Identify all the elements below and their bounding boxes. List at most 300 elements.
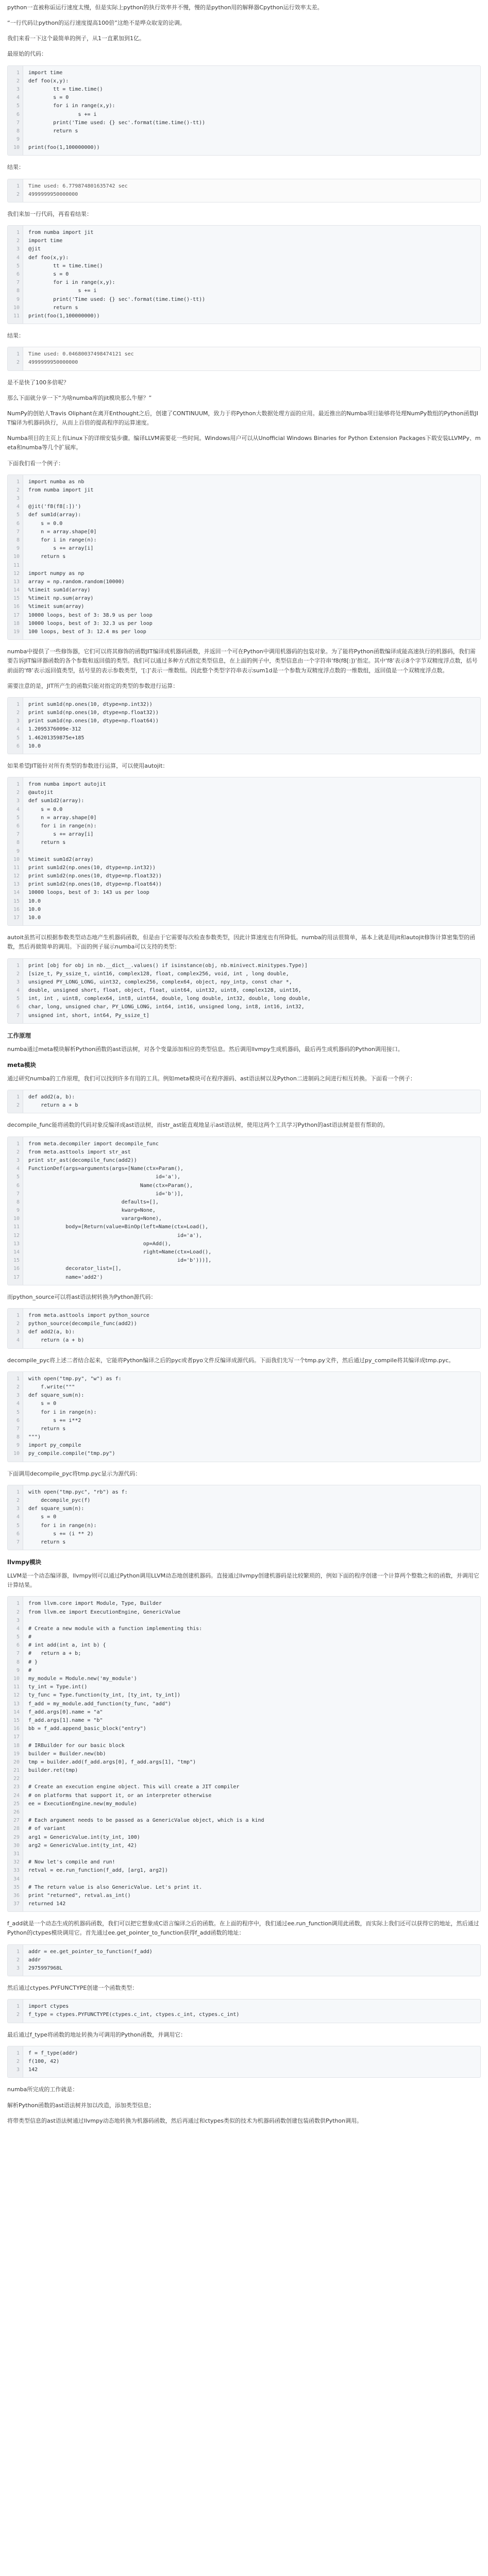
line-number: 2 — [16, 1957, 20, 1963]
code-text — [23, 66, 480, 156]
code-line: f = f_type(addr) — [28, 2050, 78, 2056]
paragraph: 下面我们看一个例子： — [7, 460, 64, 467]
code-block — [7, 697, 481, 754]
code-line: s = 0.0 — [28, 806, 63, 812]
code-line: for i in range(x,y): — [28, 103, 115, 109]
code-line — [28, 1850, 475, 1858]
line-number: 14 — [13, 890, 20, 896]
code-line: %timeit sum1d2(array) — [28, 856, 94, 862]
code-line: print "returned", retval.as_int() — [28, 1892, 131, 1899]
paragraph: numba所完成的工作就是： — [7, 2086, 78, 2093]
code-line: s = 0 — [28, 1514, 57, 1520]
code-line: from numba import autojit — [28, 782, 106, 788]
line-number: 2 — [16, 1384, 20, 1390]
code-block — [7, 1137, 481, 1285]
code-line: defaults=[], — [28, 1199, 159, 1205]
paragraph: 那么下面就分享一下“为啥numba库的jit模块那么牛掰？” — [7, 394, 152, 401]
line-number: 5 — [16, 263, 20, 269]
line-number: 2 — [16, 1609, 20, 1615]
line-number: 15 — [13, 1717, 20, 1723]
line-number: 8 — [16, 840, 20, 846]
line-number: 4 — [16, 1166, 20, 1172]
code-line: 1.2095376009e-312 — [28, 726, 81, 733]
line-number: 21 — [13, 1768, 20, 1774]
line-number: 18 — [13, 620, 20, 626]
code-text — [23, 179, 480, 202]
line-numbers — [8, 475, 23, 640]
line-number: 7 — [16, 1426, 20, 1432]
code-block — [7, 65, 481, 156]
paragraph: python一直被称诟运行速度太慢，但是实际上python的执行效率并不慢，慢的是python用的解释器Cpython运行效率太差。 — [7, 4, 323, 11]
code-line: print sum1d2(np.ones(10, dtype=np.float32)) — [28, 873, 162, 879]
line-number: 3 — [16, 1617, 20, 1623]
output-block — [7, 179, 481, 202]
code-block — [7, 474, 481, 640]
line-number: 16 — [13, 906, 20, 912]
code-line: id='a'), — [28, 1232, 203, 1239]
line-number: 1 — [16, 2004, 20, 2010]
code-line: s += i — [28, 111, 97, 117]
line-numbers — [8, 2046, 23, 2078]
code-line: return (a + b) — [28, 1337, 85, 1344]
code-line: import numpy as np — [28, 570, 85, 577]
paragraph: 需要注意的是，JIT所产生的函数只能对指定的类型的参数进行运算： — [7, 682, 179, 689]
code-line: 2975997968L — [28, 1965, 63, 1971]
code-line: def foo(x,y): — [28, 255, 69, 261]
code-line: # Now let's compile and run! — [28, 1859, 115, 1866]
code-line: f_add.args[1].name = "b" — [28, 1717, 103, 1723]
code-line: Name(ctx=Param(), — [28, 1182, 193, 1189]
line-number: 2 — [16, 360, 20, 366]
line-number: 10 — [13, 304, 20, 311]
line-number: 3 — [16, 798, 20, 804]
line-number: 6 — [16, 111, 20, 117]
line-number: 1 — [16, 1094, 20, 1100]
line-number: 34 — [13, 1876, 20, 1882]
code-line: return s — [28, 554, 66, 560]
paragraph: 最后通过f_type将函数的地址转换为可调用的Python函数，并调用它： — [7, 2031, 187, 2038]
code-line: 100 loops, best of 3: 12.4 ms per loop — [28, 629, 146, 635]
code-line: print(foo(1,100000000)) — [28, 313, 100, 319]
paragraph: 结果： — [7, 332, 24, 340]
line-number: 16 — [13, 1726, 20, 1732]
code-line: # The return value is also GenericValue. Let's print it. — [28, 1884, 203, 1890]
code-line: # of variant — [28, 1826, 66, 1832]
code-line: decompile_pyc(f) — [28, 1497, 91, 1503]
code-line: return a + b — [28, 1103, 78, 1109]
line-number: 4 — [16, 504, 20, 510]
line-numbers — [8, 347, 23, 370]
code-line: 4999999950000000 — [28, 360, 78, 366]
code-line: 142 — [28, 2067, 38, 2073]
code-text — [23, 226, 480, 324]
code-block — [7, 958, 481, 1024]
code-text — [23, 475, 480, 640]
code-line: return s — [28, 304, 78, 311]
code-line: # int add(int a, int b) { — [28, 1642, 106, 1649]
output-block — [7, 347, 481, 370]
line-number: 1 — [16, 1489, 20, 1495]
paragraph: 我们来加一行代码，再看看结果： — [7, 210, 92, 217]
line-number: 5 — [16, 1522, 20, 1529]
line-number: 24 — [13, 1792, 20, 1799]
line-number: 13 — [13, 579, 20, 585]
code-line: 1.46201359875e+185 — [28, 735, 85, 741]
line-number: 6 — [16, 1531, 20, 1537]
code-line: f_add.args[0].name = "a" — [28, 1709, 103, 1715]
code-line: kwarg=None, — [28, 1208, 156, 1214]
line-number: 19 — [13, 1751, 20, 1757]
code-line: from llvm.core import Module, Type, Builder — [28, 1601, 162, 1607]
line-number: 10 — [13, 856, 20, 862]
line-number: 6 — [16, 272, 20, 278]
code-line — [28, 1733, 475, 1741]
code-line: from meta.asttools import str_ast — [28, 1149, 131, 1155]
code-line: unsigned PY_LONG_LONG, uint32, complex256, complex64, object, npy_intp, const char *, — [28, 979, 292, 985]
paragraph: numba通过meta模块解析Python函数的ast语法树，对各个变量添加相应的类型信息。然后调用llvmpy生成机器码，最后再生成机器码的Python调用接口。 — [7, 1045, 403, 1053]
line-number: 9 — [16, 1208, 20, 1214]
code-line: # — [28, 1634, 32, 1640]
code-line: s += i — [28, 288, 97, 294]
paragraph: 下面调用decompile_pyc将tmp.pyc显示为源代码： — [7, 1470, 141, 1477]
code-line: 10000 loops, best of 3: 143 us per loop — [28, 890, 149, 896]
code-line — [28, 1617, 475, 1625]
line-numbers — [8, 1597, 23, 1911]
line-numbers — [8, 179, 23, 202]
line-number: 3 — [16, 1965, 20, 1971]
code-line: print sum1d(np.ones(10, dtype=np.float32)) — [28, 709, 159, 716]
code-line — [28, 562, 475, 570]
code-line: def foo(x,y): — [28, 78, 69, 84]
code-line: addr = ee.get_pointer_to_function(f_add) — [28, 1948, 153, 1955]
code-line: 10000 loops, best of 3: 32.3 us per loop — [28, 620, 153, 626]
code-line: from meta.decompiler import decompile_func — [28, 1141, 159, 1147]
code-line: decorator_list=[], — [28, 1266, 122, 1272]
code-line: def add2(a, b): — [28, 1094, 75, 1100]
line-number: 3 — [16, 2067, 20, 2073]
code-line: 10.0 — [28, 898, 41, 904]
code-line: name='add2') — [28, 1274, 103, 1280]
line-number: 3 — [16, 246, 20, 252]
paragraph: autoit虽然可以根据参数类型动态地产生机器码函数，但是由于它需要每次检查参数类型，因此计算速度也有所降低。numba的用法很简单，基本上就是用jit和autojit修饰计算密集型的函数，然后再做简单的调用。下面的例子展示numba可以支持的类型： — [7, 934, 476, 951]
line-number: 17 — [13, 1734, 20, 1740]
code-text — [23, 1137, 480, 1285]
line-number: 7 — [16, 1191, 20, 1197]
code-text — [23, 1090, 480, 1113]
line-number: 2 — [16, 1149, 20, 1155]
line-number: 6 — [16, 1182, 20, 1189]
code-line: Time used: 0.04680037498474121 sec — [28, 351, 134, 358]
paragraph: 而python_source可以将ast语法树转换为Python源代码： — [7, 1293, 157, 1300]
code-line: 10.0 — [28, 906, 41, 912]
line-number: 4 — [16, 1401, 20, 1407]
line-number: 14 — [13, 587, 20, 594]
line-number: 15 — [13, 898, 20, 904]
line-number: 2 — [16, 1103, 20, 1109]
line-number: 27 — [13, 1818, 20, 1824]
line-number: 1 — [16, 70, 20, 76]
code-line: print sum1d(np.ones(10, dtype=np.int32)) — [28, 701, 153, 707]
code-line: %timeit np.sum(array) — [28, 596, 94, 602]
line-number: 9 — [16, 1667, 20, 1673]
code-line — [28, 495, 475, 503]
line-number: 12 — [13, 570, 20, 577]
line-numbers — [8, 1137, 23, 1285]
code-line: FunctionDef(args=arguments(args=[Name(ctx=Param(), — [28, 1166, 184, 1172]
code-line: with open("tmp.pyc", "rb") as f: — [28, 1489, 128, 1495]
line-number: 25 — [13, 1801, 20, 1807]
code-line: arg2 = GenericValue.int(ty_int, 42) — [28, 1842, 137, 1849]
line-number: 17 — [13, 1274, 20, 1280]
section-heading: llvmpy模块 — [7, 1558, 42, 1566]
code-line: f_type = ctypes.PYFUNCTYPE(ctypes.c_int, ctypes.c_int, ctypes.c_int) — [28, 2012, 240, 2018]
line-number: 33 — [13, 1868, 20, 1874]
line-number: 10 — [13, 1676, 20, 1682]
line-number: 4 — [16, 1625, 20, 1632]
code-line: 4999999950000000 — [28, 191, 78, 197]
code-line: builder = Builder.new(bb) — [28, 1751, 106, 1757]
code-line: n = array.shape[0] — [28, 529, 97, 535]
code-text — [23, 1309, 480, 1348]
code-line: n = array.shape[0] — [28, 815, 97, 821]
code-line — [28, 1875, 475, 1884]
code-block — [7, 777, 481, 926]
code-text — [23, 1372, 480, 1462]
line-number: 35 — [13, 1884, 20, 1890]
code-line: # return a + b; — [28, 1651, 81, 1657]
line-numbers — [8, 1945, 23, 1976]
line-number: 11 — [13, 865, 20, 871]
line-numbers — [8, 66, 23, 156]
line-number: 7 — [16, 1539, 20, 1545]
line-number: 2 — [16, 2058, 20, 2064]
line-number: 1 — [16, 2050, 20, 2056]
code-line: [size_t, Py_ssize_t, uint16, complex128, float, complex256, void, int , long double, — [28, 971, 289, 977]
code-line: print sum1d2(np.ones(10, dtype=np.int32)) — [28, 865, 156, 871]
code-line: s = 0 — [28, 1401, 57, 1407]
line-number: 5 — [16, 103, 20, 109]
line-number: 7 — [16, 120, 20, 126]
code-line: arg1 = GenericValue.int(ty_int, 100) — [28, 1834, 140, 1840]
line-number: 9 — [16, 296, 20, 302]
code-line: """) — [28, 1434, 41, 1440]
line-number: 9 — [16, 546, 20, 552]
code-text — [23, 777, 480, 925]
line-number: 8 — [16, 288, 20, 294]
code-line: id='b')))], — [28, 1258, 212, 1264]
code-line: int, int , uint8, complex64, int8, uint64, double, long double, int32, double, long double, — [28, 996, 311, 1002]
paragraph: LLVM是一个动态编译器，llvmpy则可以通过Python调用LLVM动态地创建机器码。直接通过llvmpy创建机器码是比较繁琐的，例如下面的程序创建一个计算两个整数之和的函数，并调用它计算结果。 — [7, 1572, 479, 1589]
line-number: 7 — [16, 529, 20, 535]
code-line: char, long, unsigned char, PY_LONG_LONG, int64, int16, unsigned long, int8, int16, int32, — [28, 1004, 305, 1010]
line-number: 5 — [16, 512, 20, 518]
code-line: # Each argument needs to be passed as a GenericValue object, which is a kind — [28, 1818, 264, 1824]
code-line: retval = ee.run_function(f_add, [arg1, arg2]) — [28, 1868, 168, 1874]
line-number: 6 — [16, 1417, 20, 1423]
line-number: 1 — [16, 701, 20, 707]
code-block — [7, 1944, 481, 1977]
line-number: 2 — [16, 191, 20, 197]
code-line: addr — [28, 1957, 41, 1963]
code-block — [7, 1596, 481, 1912]
line-number: 5 — [16, 1174, 20, 1180]
line-numbers — [8, 1485, 23, 1550]
code-line — [28, 1775, 475, 1783]
line-numbers — [8, 226, 23, 324]
code-text — [23, 1999, 480, 2022]
line-number: 12 — [13, 1232, 20, 1239]
line-number: 1 — [16, 230, 20, 236]
code-line: id='a'), — [28, 1174, 181, 1180]
paragraph: 我们来看一下这个最简单的例子，从1一直累加到1亿。 — [7, 35, 145, 42]
code-line: ee = ExecutionEngine.new(my_module) — [28, 1801, 137, 1807]
line-number: 2 — [16, 2012, 20, 2018]
code-line: import time — [28, 238, 63, 244]
line-number: 6 — [16, 1642, 20, 1649]
line-number: 6 — [16, 823, 20, 829]
line-number: 9 — [16, 137, 20, 143]
code-line: @jit — [28, 246, 41, 252]
line-number: 3 — [16, 1393, 20, 1399]
code-line: print(foo(1,100000000)) — [28, 145, 100, 151]
line-number: 5 — [16, 735, 20, 741]
line-number: 13 — [13, 882, 20, 888]
line-number: 5 — [16, 1409, 20, 1415]
line-number: 12 — [13, 873, 20, 879]
paragraph: Numba项目的主页上有Linux下的详细安装步骤。编译LLVM需要花一些时间。Windows用户可以从Unofficial Windows Binaries for Python Extension Packages下载安装LLVMPy、meta和numba等几个扩展库。 — [7, 435, 481, 451]
line-number: 3 — [16, 86, 20, 92]
code-line: for i in range(n): — [28, 1522, 97, 1529]
line-number: 6 — [16, 743, 20, 749]
line-number: 1 — [16, 351, 20, 358]
line-number: 20 — [13, 1759, 20, 1765]
line-number: 8 — [16, 1434, 20, 1440]
line-number: 1 — [16, 782, 20, 788]
code-block — [7, 1999, 481, 2023]
line-number: 4 — [16, 255, 20, 261]
line-number: 4 — [16, 726, 20, 733]
code-line: # IRBuilder for our basic block — [28, 1742, 125, 1749]
code-line: bb = f_add.append_basic_block("entry") — [28, 1726, 146, 1732]
line-number: 26 — [13, 1809, 20, 1816]
code-line: from meta.asttools import python_source — [28, 1312, 149, 1318]
line-number: 10 — [13, 1216, 20, 1222]
line-number: 16 — [13, 604, 20, 610]
code-line: s = 0.0 — [28, 520, 63, 527]
code-line: # on platforms that support it, or an interpreter otherwise — [28, 1792, 212, 1799]
code-line: f.write(""" — [28, 1384, 75, 1390]
line-number: 1 — [16, 183, 20, 189]
code-line: tmp = builder.add(f_add.args[0], f_add.args[1], "tmp") — [28, 1759, 196, 1765]
code-line: builder.ret(tmp) — [28, 1768, 78, 1774]
line-number: 12 — [13, 1692, 20, 1699]
code-line: array = np.random.random(10000) — [28, 579, 125, 585]
line-numbers — [8, 1309, 23, 1348]
code-line: @jit('f8(f8[:])') — [28, 504, 81, 510]
code-line: py_compile.compile("tmp.py") — [28, 1451, 115, 1457]
paragraph: “一行代码让python的运行速度提高100倍”这绝不是哗众取宠的论调。 — [7, 20, 186, 27]
line-number: 11 — [13, 1224, 20, 1230]
code-line: 10.0 — [28, 915, 41, 921]
code-line: for i in range(n): — [28, 823, 97, 829]
code-text — [23, 1485, 480, 1550]
code-line: f_add = my_module.add_function(ty_func, "add") — [28, 1701, 171, 1707]
code-text — [23, 2046, 480, 2078]
code-line: def add2(a, b): — [28, 1329, 75, 1335]
line-number: 2 — [16, 709, 20, 716]
code-line: import numba as nb — [28, 479, 85, 485]
code-line: print sum1d2(np.ones(10, dtype=np.float64)) — [28, 882, 162, 888]
line-number: 17 — [13, 915, 20, 921]
code-line: right=Name(ctx=Load(), — [28, 1249, 212, 1255]
code-line: s += (i ** 2) — [28, 1531, 94, 1537]
code-line: return s — [28, 128, 78, 134]
line-number: 4 — [16, 1514, 20, 1520]
line-number: 8 — [16, 537, 20, 543]
line-number: 7 — [16, 1651, 20, 1657]
line-numbers — [8, 959, 23, 1023]
line-number: 29 — [13, 1834, 20, 1840]
line-number: 11 — [13, 1684, 20, 1690]
line-number: 7 — [16, 1012, 20, 1019]
code-line: with open("tmp.py", "w") as f: — [28, 1376, 122, 1382]
code-line: print sum1d(np.ones(10, dtype=np.float64)) — [28, 718, 159, 724]
code-line: Time used: 6.779874801635742 sec — [28, 183, 128, 189]
code-line: s += array[i] — [28, 832, 94, 838]
line-number: 32 — [13, 1859, 20, 1866]
code-line: # Create an execution engine object. This will create a JIT compiler — [28, 1784, 240, 1790]
paragraph: 然后通过ctypes.PYFUNCTYPE创建一个函数类型： — [7, 1985, 138, 1992]
code-line: s += i**2 — [28, 1417, 81, 1423]
line-numbers — [8, 698, 23, 754]
line-number: 9 — [16, 1443, 20, 1449]
code-line — [28, 848, 475, 856]
code-line — [28, 1808, 475, 1817]
code-line: # Create a new module with a function implementing this: — [28, 1625, 203, 1632]
line-number: 19 — [13, 629, 20, 635]
paragraph: 是不是快了100多倍呢？ — [7, 379, 69, 386]
code-line: double, unsigned short, float, object, float, uint64, uint32, uint8, complex128, uint16, — [28, 988, 301, 994]
line-number: 5 — [16, 815, 20, 821]
line-number: 15 — [13, 1258, 20, 1264]
line-number: 36 — [13, 1892, 20, 1899]
code-line — [28, 135, 475, 144]
code-line: unsigned int, short, int64, Py_ssize_t] — [28, 1012, 149, 1019]
line-number: 2 — [16, 1321, 20, 1327]
line-number: 2 — [16, 238, 20, 244]
line-number: 1 — [16, 1376, 20, 1382]
line-number: 2 — [16, 971, 20, 977]
paragraph: NumPy的创始人Travis Oliphant在离开Enthought之后，创建了CONTINUUM，致力于将Python大数据处理方面的应用。最近推出的Numba项目能够将处理NumPy数组的Python函数JIT编译为机器码执行，从而上百倍的提高程序的运算速度。 — [7, 410, 478, 427]
line-number: 4 — [16, 988, 20, 994]
code-block — [7, 1090, 481, 1113]
line-number: 4 — [16, 1337, 20, 1344]
code-block — [7, 2046, 481, 2078]
code-line: tt = time.time() — [28, 263, 103, 269]
code-line: import ctypes — [28, 2004, 69, 2010]
code-line: op=Add(), — [28, 1241, 171, 1247]
code-text — [23, 698, 480, 754]
code-line: import py_compile — [28, 1443, 81, 1449]
code-line: for i in range(n): — [28, 537, 97, 543]
paragraph: numba中提供了一些修饰器，它们可以将其修饰的函数JIT编译成机器码函数，并返回一个可在Python中调用机器码的包装对象。为了能将Python函数编译成能高速执行的机器码，我们需要告诉JIT编译器函数的各个参数和返回值的类型。我们可以通过多种方式指定类型信息，在上面的例子中，类型信息由一个字符串‘f8(f8[:])’指定。其中‘f8’表示8个字节双精度浮点数，括号前面的‘f8’表示返回值类型，括号里的表示参数类型，‘[:]’表示一维数组。因此整个类型字符串表示sum1d是一个参数为双精度浮点数的一维数组，返回值是一个双精度浮点数。 — [7, 648, 478, 674]
line-number: 14 — [13, 1709, 20, 1715]
code-line: body=[Return(value=BinOp(left=Name(ctx=Load(), — [28, 1224, 209, 1230]
line-number: 3 — [16, 1506, 20, 1512]
paragraph: 如果希望JIT能针对所有类型的参数进行运算，可以使用autojit： — [7, 762, 169, 769]
line-number: 3 — [16, 1157, 20, 1163]
line-number: 7 — [16, 280, 20, 286]
